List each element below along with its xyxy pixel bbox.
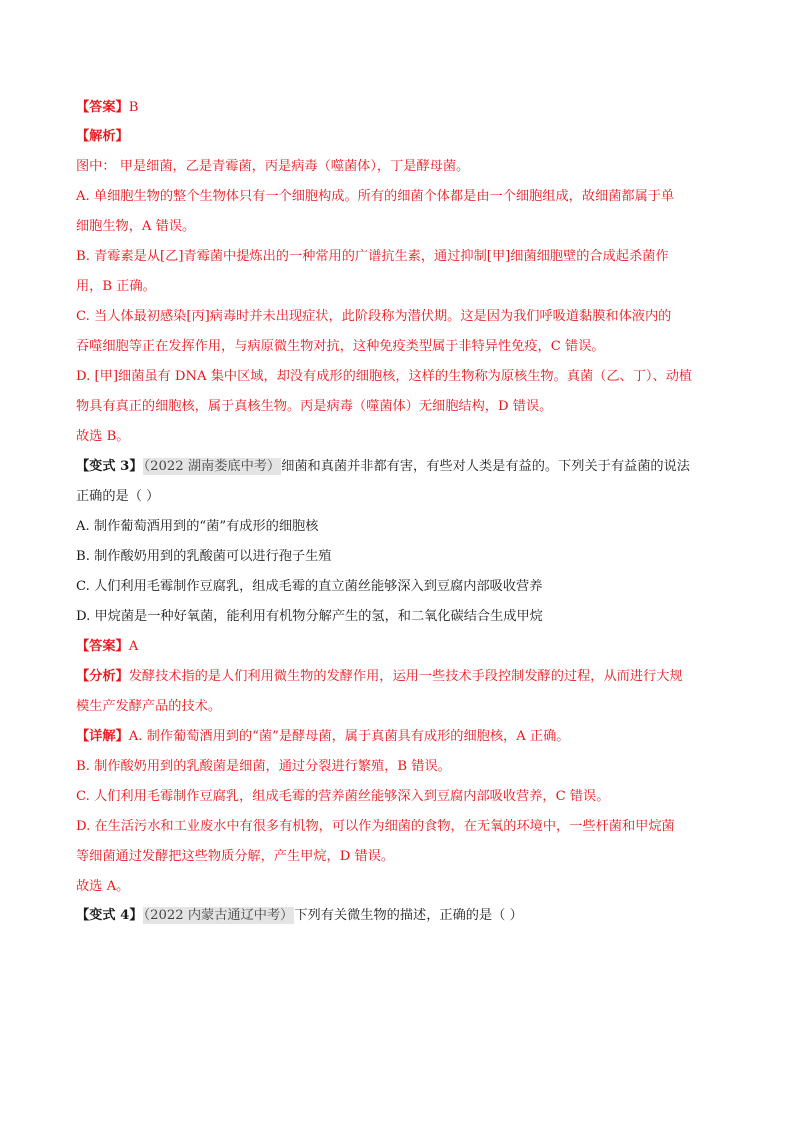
variant3-detail-line: C. 人们利用毛霉制作豆腐乳，组成毛霉的营养菌丝能够深入到豆腐内部吸收营养，C 错误。 xyxy=(76,789,610,804)
variant3-detail-line xyxy=(76,728,569,746)
analysis-line: C. 当人体最初感染[丙]病毒时并未出现症状，此阶段称为潜伏期。这是因为我们呼吸道黏膜和体液内的 xyxy=(76,309,672,324)
analysis-tag-line xyxy=(76,128,129,146)
analysis-line: 物具有真正的细胞核，属于真核生物。丙是病毒（噬菌体）无细胞结构，D 错误。 xyxy=(76,399,553,414)
detail-tag: 【详解】 xyxy=(76,729,129,744)
analysis-line: 图中： 甲是细菌，乙是青霉菌，丙是病毒（噬菌体），丁是酵母菌。 xyxy=(76,159,470,174)
analysis-line: D. [甲]细菌虽有 DNA 集中区域，却没有成形的细胞核，这样的生物称为原核生物。真菌（乙、丁）、动植 xyxy=(76,369,693,384)
variant3-question-text: 细菌和真菌并非都有害，有些对人类是有益的。下列关于有益菌的说法 xyxy=(281,459,690,474)
answer-line xyxy=(76,99,138,117)
analysis-line: 用，B 正确。 xyxy=(76,279,156,294)
option-a: A. 制作葡萄酒用到的“菌”有成形的细胞核 xyxy=(76,519,319,534)
variant3-source: （2022 湖南娄底中考） xyxy=(143,459,281,474)
analysis-line: B. 青霉素是从[乙]青霉菌中提炼出的一种常用的广谱抗生素，通过抑制[甲]细菌细胞壁的合成起杀菌作 xyxy=(76,249,669,264)
variant3-analysis-line xyxy=(76,668,683,686)
variant4-question-text: 下列有关微生物的描述，正确的是（ ） xyxy=(294,908,523,923)
answer-value: A xyxy=(128,639,139,654)
variant3-detail-line: B. 制作酸奶用到的乳酸菌是细菌，通过分裂进行繁殖，B 错误。 xyxy=(76,759,451,774)
variant3-detail-line: 等细菌通过发酵把这些物质分解，产生甲烷，D 错误。 xyxy=(76,849,395,864)
option-d: D. 甲烷菌是一种好氧菌，能利用有机物分解产生的氢，和二氧化碳结合生成甲烷 xyxy=(76,609,543,624)
answer-tag: 【答案】 xyxy=(76,639,129,654)
analysis-line: 吞噬细胞等正在发挥作用，与病原微生物对抗，这种免疫类型属于非特异性免疫，C 错误。 xyxy=(76,339,605,354)
answer-tag: 【答案】 xyxy=(76,100,129,115)
analysis-tag: 【解析】 xyxy=(76,129,129,144)
variant4-question-line xyxy=(76,907,523,925)
analysis-line: 故选 B。 xyxy=(76,429,130,444)
analysis-line: A. 单细胞生物的整个生物体只有一个细胞构成。所有的细菌个体都是由一个细胞组成，故细菌都属于单 xyxy=(76,189,675,204)
variant3-detail-line: 故选 A。 xyxy=(76,879,130,894)
variant3-analysis-line: 模生产发酵产品的技术。 xyxy=(76,699,222,714)
answer-value: B xyxy=(128,100,139,115)
variant3-question-line: 正确的是（ ） xyxy=(76,489,160,504)
detail-text: A. 制作葡萄酒用到的“菌”是酵母菌，属于真菌具有成形的细胞核，A 正确。 xyxy=(128,729,570,744)
variant3-detail-line: D. 在生活污水和工业废水中有很多有机物，可以作为细菌的食物，在无氧的环境中，一些杆菌和甲烷菌 xyxy=(76,819,675,834)
variant3-answer-line xyxy=(76,638,138,656)
variant3-tag: 【变式 3】 xyxy=(76,459,143,474)
variant4-tag: 【变式 4】 xyxy=(76,908,143,923)
variant4-source: （2022 内蒙古通辽中考） xyxy=(143,908,294,923)
option-c: C. 人们利用毛霉制作豆腐乳，组成毛霉的直立菌丝能够深入到豆腐内部吸收营养 xyxy=(76,579,543,594)
variant3-question-line xyxy=(76,458,690,476)
analysis-line: 细胞生物，A 错误。 xyxy=(76,219,196,234)
analysis-text: 发酵技术指的是人们利用微生物的发酵作用，运用一些技术手段控制发酵的过程，从而进行大规 xyxy=(128,669,683,684)
analysis-tag: 【分析】 xyxy=(76,669,129,684)
option-b: B. 制作酸奶用到的乳酸菌可以进行孢子生殖 xyxy=(76,549,332,564)
